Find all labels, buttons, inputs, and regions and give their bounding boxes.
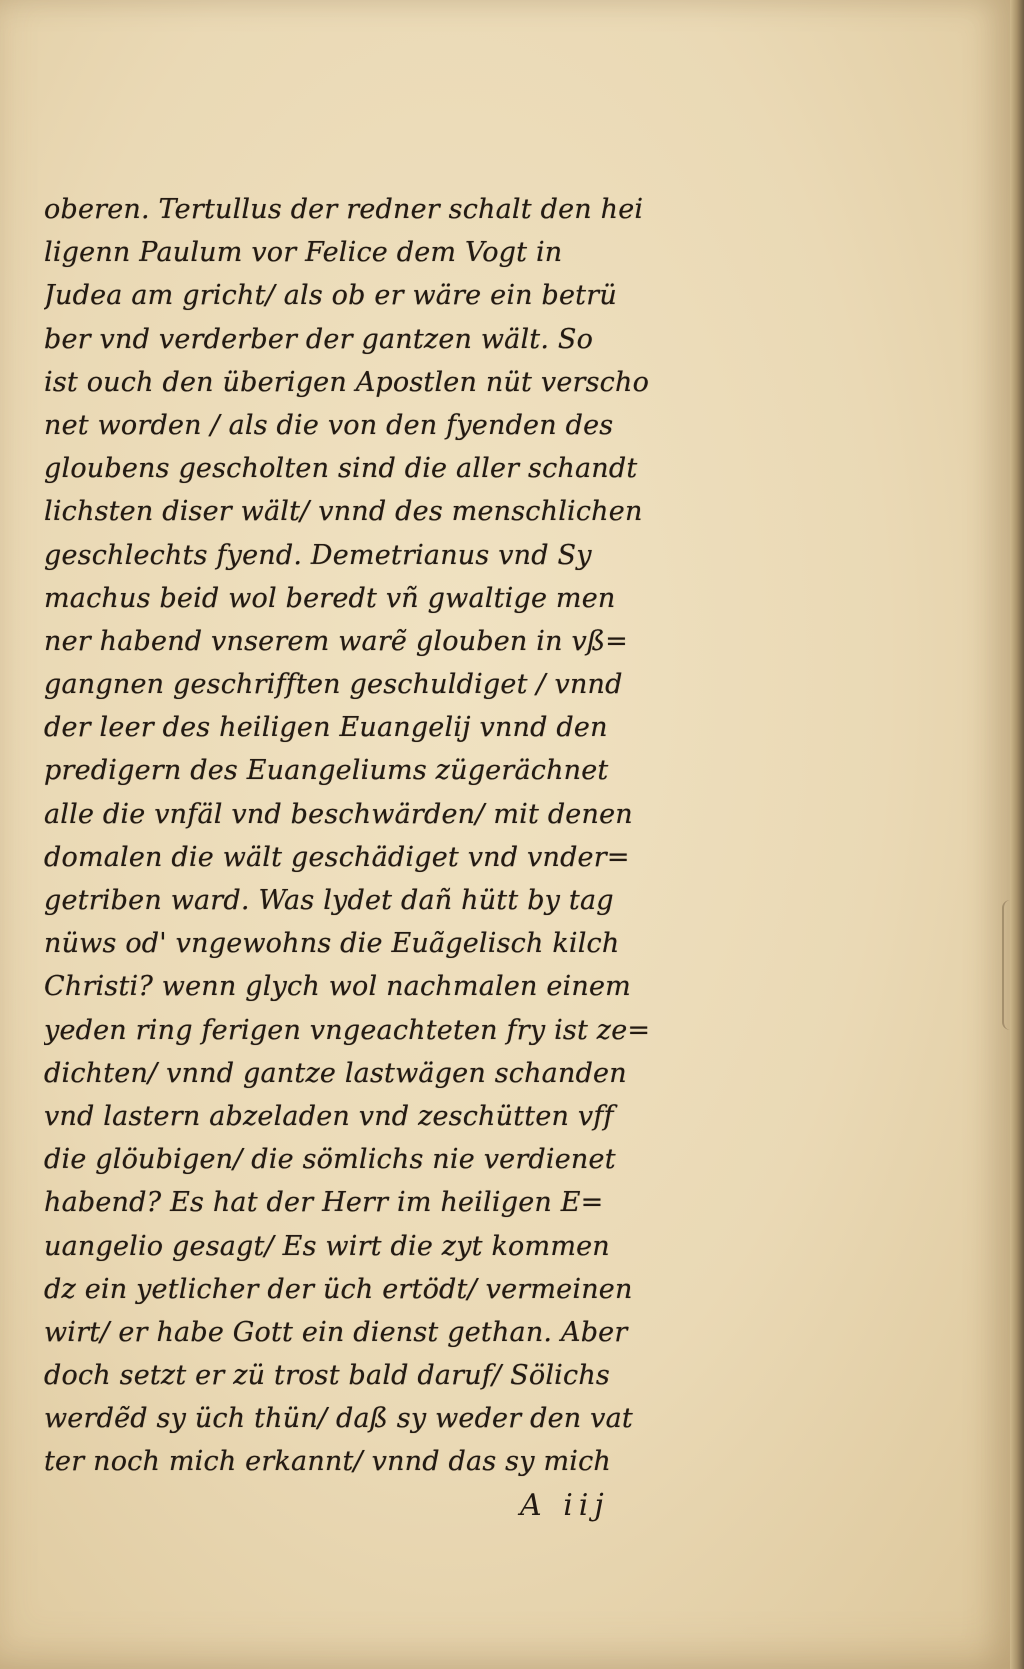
text-line: oberen. Tertullus der redner schalt den hei (44, 194, 644, 225)
signature-mark: A iij (520, 1488, 610, 1523)
text-line: ligenn Paulum vor Felice dem Vogt in (44, 237, 563, 269)
text-line: vnd lastern abzeladen vnd zeschütten vff (44, 1100, 614, 1132)
text-line: nüws od' vngewohns die Euãgelisch kilch (44, 928, 620, 960)
text-line: uangelio gesagt/ Es wirt die zyt kommen (44, 1230, 610, 1262)
text-line: ist ouch den überigen Apostlen nüt verscho (44, 366, 650, 398)
text-line: yeden ring ferigen vngeachteten fry ist ze= (44, 1014, 651, 1046)
text-line: doch setzt er zü trost bald daruf/ Sölichs (44, 1360, 610, 1392)
text-line: werdẽd sy üch thün/ daß sy weder den vat (44, 1403, 633, 1435)
text-line: habend? Es hat der Herr im heiligen E= (44, 1187, 604, 1219)
text-line: ber vnd verderber der gantzen wält. So (44, 323, 594, 355)
page-edge (1010, 0, 1024, 1669)
text-line: der leer des heiligen Euangelij vnnd den (44, 712, 608, 744)
text-line: dichten/ vnnd gantze lastwägen schanden (44, 1057, 627, 1089)
text-line: net worden / als die von den fyenden des (44, 409, 614, 441)
text-line: geschlechts fyend. Demetrianus vnd Sy (44, 539, 592, 571)
text-line: ter noch mich erkannt/ vnnd das sy mich (44, 1446, 611, 1478)
text-line: alle die vnfäl vnd beschwärden/ mit denen (44, 798, 633, 830)
text-line: dz ein yetlicher der üch ertödt/ vermeinen (44, 1273, 633, 1305)
text-line: gloubens gescholten sind die aller schandt (44, 453, 638, 485)
text-line: Judea am gricht/ als ob er wäre ein betrü (44, 280, 617, 312)
body-text (44, 188, 744, 1484)
text-line: ner habend vnserem warẽ glouben in vß= (44, 625, 628, 657)
text-line: Christi? wenn glych wol nachmalen einem (44, 971, 631, 1003)
text-line: lichsten diser wält/ vnnd des menschlichen (44, 496, 643, 528)
page-fold-mark (1002, 900, 1014, 1030)
text-line: getriben ward. Was lydet dañ hütt by tag (44, 885, 614, 916)
text-line: wirt/ er habe Gott ein dienst gethan. Aber (44, 1316, 628, 1348)
text-line: predigern des Euangeliums zügerächnet (44, 755, 609, 787)
text-line: gangnen geschrifften geschuldiget / vnnd (44, 669, 623, 701)
text-line: machus beid wol beredt vñ gwaltige men (44, 582, 616, 614)
text-line: die glöubigen/ die sömlichs nie verdienet (44, 1144, 616, 1176)
text-line: domalen die wält geschädiget vnd vnder= (44, 841, 630, 873)
